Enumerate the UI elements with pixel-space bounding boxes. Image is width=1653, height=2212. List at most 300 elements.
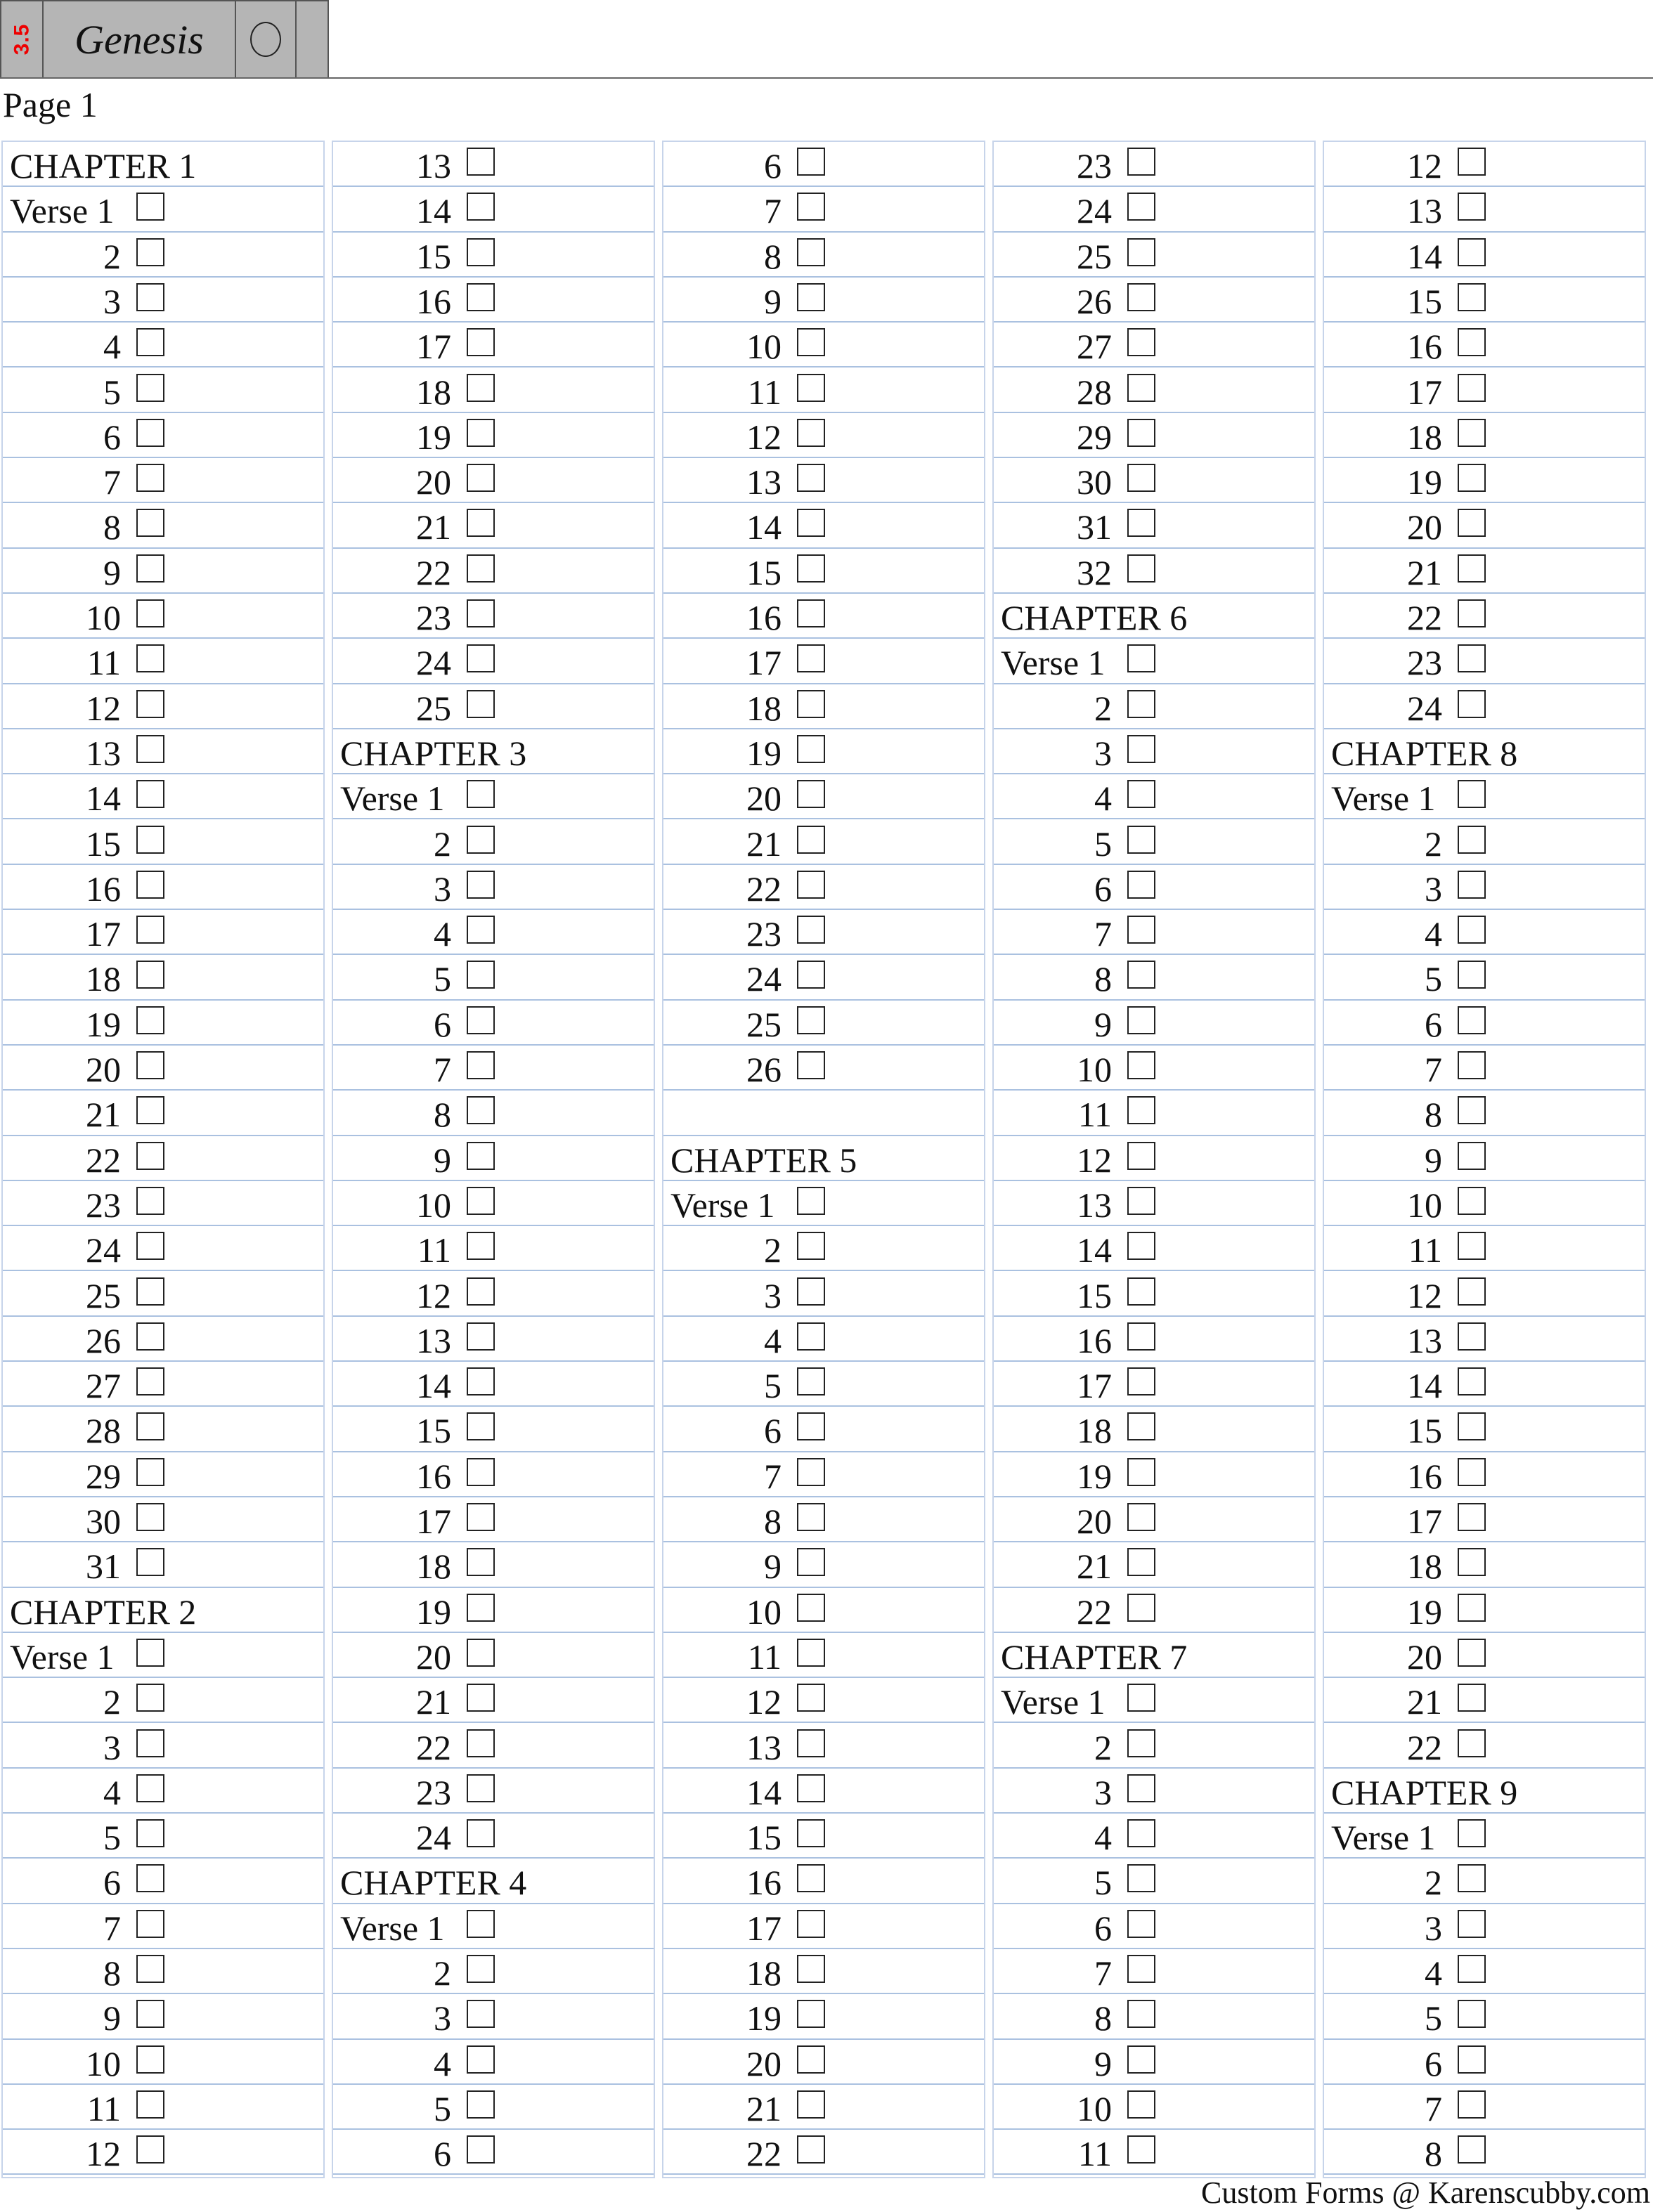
checkbox-icon[interactable] (1458, 1232, 1486, 1260)
checkbox-icon[interactable] (467, 1322, 495, 1351)
verse-number: 18 (416, 372, 451, 412)
verse-number: 15 (416, 236, 451, 276)
verse-number: 2 (103, 236, 121, 276)
checkbox-icon[interactable] (1458, 916, 1486, 944)
verse-row (3, 503, 323, 548)
checkbox-icon[interactable] (136, 2045, 164, 2074)
checkbox-icon[interactable] (136, 780, 164, 808)
checkbox-icon[interactable] (136, 690, 164, 718)
checkbox-icon[interactable] (797, 961, 825, 989)
circle-tab[interactable] (235, 0, 296, 79)
checkbox-icon[interactable] (1458, 780, 1486, 808)
checkbox-icon[interactable] (136, 1142, 164, 1170)
checkbox-icon[interactable] (467, 2000, 495, 2028)
verse-number: 29 (1077, 417, 1112, 457)
checkbox-icon[interactable] (467, 599, 495, 627)
checkbox-icon[interactable] (1127, 1503, 1155, 1531)
checkbox-icon[interactable] (1127, 826, 1155, 854)
checkbox-icon[interactable] (136, 1955, 164, 1983)
chapter-heading: CHAPTER 1 (10, 146, 197, 186)
checkbox-icon[interactable] (797, 1955, 825, 1983)
checkbox-icon[interactable] (136, 1277, 164, 1306)
verse-number: 26 (86, 1320, 121, 1360)
checkbox-icon[interactable] (797, 464, 825, 492)
checkbox-icon[interactable] (1127, 1412, 1155, 1440)
checkbox-icon[interactable] (797, 1910, 825, 1938)
checkbox-icon[interactable] (1458, 193, 1486, 221)
verse-number: 16 (1407, 327, 1442, 367)
checkbox-icon[interactable] (467, 871, 495, 899)
checkbox-icon[interactable] (1127, 961, 1155, 989)
checkbox-icon[interactable] (1127, 2045, 1155, 2074)
checkbox-icon[interactable] (467, 916, 495, 944)
checkbox-icon[interactable] (1127, 193, 1155, 221)
verse-number: 5 (1094, 824, 1112, 864)
checkbox-icon[interactable] (1127, 1096, 1155, 1124)
checkbox-icon[interactable] (1127, 328, 1155, 356)
verse-row (994, 323, 1314, 367)
verse-number: 2 (434, 1953, 451, 1993)
verse-row (1324, 1226, 1645, 1271)
checkbox-icon[interactable] (1127, 1051, 1155, 1079)
checkbox-icon[interactable] (467, 464, 495, 492)
checkbox-icon[interactable] (797, 509, 825, 537)
verse-number: 7 (103, 462, 121, 502)
verse-number: 20 (746, 2043, 782, 2083)
checkbox-icon[interactable] (797, 644, 825, 672)
checkbox-icon[interactable] (1458, 826, 1486, 854)
verse-number: 12 (86, 2134, 121, 2174)
checkbox-icon[interactable] (1458, 1910, 1486, 1938)
checkbox-icon[interactable] (1127, 871, 1155, 899)
checkbox-icon[interactable] (467, 644, 495, 672)
checkbox-icon[interactable] (467, 193, 495, 221)
checkbox-icon[interactable] (1458, 644, 1486, 672)
book-title-tab[interactable] (43, 0, 235, 79)
checkbox-icon[interactable] (797, 1594, 825, 1622)
checkbox-icon[interactable] (1458, 2135, 1486, 2164)
verse-number: 11 (86, 2088, 121, 2128)
checkbox-icon[interactable] (1127, 1322, 1155, 1351)
verse-number: 8 (434, 1095, 451, 1135)
checkbox-icon[interactable] (136, 419, 164, 447)
verse-number: 8 (1425, 2134, 1442, 2174)
verse-row (3, 1633, 323, 1678)
checkbox-icon[interactable] (136, 1729, 164, 1757)
checkbox-icon[interactable] (1127, 509, 1155, 537)
checkbox-icon[interactable] (1127, 1232, 1155, 1260)
verse-number: 5 (434, 959, 451, 999)
checkbox-icon[interactable] (136, 1187, 164, 1215)
verse-number: 9 (103, 552, 121, 592)
checkbox-icon[interactable] (1458, 2045, 1486, 2074)
checkbox-icon[interactable] (797, 1503, 825, 1531)
verse-number: 11 (747, 1637, 782, 1677)
verse-row (3, 1994, 323, 2039)
checkbox-icon[interactable] (467, 1187, 495, 1215)
checkbox-icon[interactable] (797, 871, 825, 899)
checkbox-icon[interactable] (136, 1684, 164, 1712)
verse-row (333, 549, 654, 594)
checkbox-icon[interactable] (136, 1458, 164, 1486)
checkbox-icon[interactable] (467, 2135, 495, 2164)
verse-number: 3 (1094, 1772, 1112, 1812)
verse-row (1324, 639, 1645, 684)
verse-row (994, 820, 1314, 865)
checkbox-icon[interactable] (797, 1367, 825, 1395)
checkbox-icon[interactable] (136, 735, 164, 763)
checkbox-icon[interactable] (1458, 1322, 1486, 1351)
checkbox-icon[interactable] (797, 238, 825, 266)
verse-number: 9 (1094, 1004, 1112, 1044)
verse-row (663, 1769, 984, 1814)
verse-row (663, 2130, 984, 2175)
checkbox-icon[interactable] (797, 148, 825, 176)
checkbox-icon[interactable] (467, 1503, 495, 1531)
checkbox-icon[interactable] (136, 238, 164, 266)
checkbox-icon[interactable] (136, 374, 164, 402)
checkbox-icon[interactable] (1127, 1548, 1155, 1576)
checkbox-icon[interactable] (1127, 1458, 1155, 1486)
checkbox-icon[interactable] (467, 1955, 495, 1983)
verse-number: 8 (103, 1953, 121, 1993)
checkbox-icon[interactable] (136, 1367, 164, 1395)
checkbox-icon[interactable] (1127, 148, 1155, 176)
checkbox-icon[interactable] (467, 1594, 495, 1622)
checkbox-icon[interactable] (1127, 2135, 1155, 2164)
checkbox-icon[interactable] (136, 283, 164, 311)
checkbox-icon[interactable] (797, 283, 825, 311)
verse-number: 21 (416, 507, 451, 547)
checkbox-icon[interactable] (1127, 2000, 1155, 2028)
checkbox-icon[interactable] (797, 826, 825, 854)
checkbox-icon[interactable] (136, 1910, 164, 1938)
verse-number: 23 (1077, 146, 1112, 186)
checkbox-icon[interactable] (797, 2045, 825, 2074)
checkbox-icon[interactable] (1127, 1955, 1155, 1983)
checkbox-icon[interactable] (1458, 419, 1486, 447)
checkbox-icon[interactable] (797, 1864, 825, 1892)
checkbox-icon[interactable] (1458, 1051, 1486, 1079)
checkbox-icon[interactable] (1458, 1548, 1486, 1576)
checkbox-icon[interactable] (1458, 1503, 1486, 1531)
verse-number: 4 (1425, 914, 1442, 954)
checkbox-icon[interactable] (1458, 1594, 1486, 1622)
verse-row (3, 1091, 323, 1136)
checkbox-icon[interactable] (1127, 1277, 1155, 1306)
checkbox-icon[interactable] (467, 1910, 495, 1938)
checkbox-icon[interactable] (467, 1412, 495, 1440)
checkbox-icon[interactable] (1458, 1367, 1486, 1395)
checkbox-icon[interactable] (1127, 1006, 1155, 1034)
checkbox-icon[interactable] (136, 193, 164, 221)
checkbox-icon[interactable] (797, 1684, 825, 1712)
verse-row (333, 503, 654, 548)
checkbox-icon[interactable] (1127, 464, 1155, 492)
checkbox-icon[interactable] (136, 1548, 164, 1576)
checkbox-icon[interactable] (467, 1277, 495, 1306)
checkbox-icon[interactable] (1458, 1639, 1486, 1667)
checkbox-icon[interactable] (136, 1503, 164, 1531)
checkbox-icon[interactable] (467, 1006, 495, 1034)
checkbox-icon[interactable] (136, 2000, 164, 2028)
verse-row (333, 1949, 654, 1994)
verse-number: 3 (764, 1275, 782, 1315)
verse-number: 19 (416, 417, 451, 457)
checkbox-icon[interactable] (467, 2090, 495, 2119)
checkbox-icon[interactable] (1127, 644, 1155, 672)
checkbox-icon[interactable] (467, 554, 495, 583)
checkbox-icon[interactable] (1458, 509, 1486, 537)
checkbox-icon[interactable] (136, 554, 164, 583)
checkbox-icon[interactable] (1127, 419, 1155, 447)
checkbox-icon[interactable] (136, 961, 164, 989)
checkbox-icon[interactable] (797, 1458, 825, 1486)
verse-row (1324, 774, 1645, 819)
checkbox-icon[interactable] (1458, 1006, 1486, 1034)
checkbox-icon[interactable] (797, 1412, 825, 1440)
checkbox-icon[interactable] (467, 1819, 495, 1847)
checkbox-icon[interactable] (1127, 690, 1155, 718)
checkbox-icon[interactable] (1458, 328, 1486, 356)
checkbox-icon[interactable] (467, 283, 495, 311)
checkbox-icon[interactable] (797, 328, 825, 356)
checkbox-icon[interactable] (136, 1322, 164, 1351)
checkbox-icon[interactable] (1127, 1910, 1155, 1938)
checkbox-icon[interactable] (1127, 1774, 1155, 1802)
checkbox-icon[interactable] (1127, 238, 1155, 266)
checkbox-icon[interactable] (1127, 916, 1155, 944)
checkbox-icon[interactable] (1127, 780, 1155, 808)
checkbox-icon[interactable] (797, 916, 825, 944)
checkbox-icon[interactable] (136, 1819, 164, 1847)
checkbox-icon[interactable] (1458, 1864, 1486, 1892)
checkbox-icon[interactable] (467, 1367, 495, 1395)
verse-row (1324, 458, 1645, 503)
checkbox-icon[interactable] (136, 826, 164, 854)
checkbox-icon[interactable] (1127, 1367, 1155, 1395)
verse-number: 21 (1077, 1547, 1112, 1587)
checkbox-icon[interactable] (1458, 1412, 1486, 1440)
checkbox-icon[interactable] (467, 238, 495, 266)
checkbox-icon[interactable] (136, 1774, 164, 1802)
checkbox-icon[interactable] (1458, 1458, 1486, 1486)
page-label: Page 1 (3, 85, 98, 124)
checkbox-icon[interactable] (136, 599, 164, 627)
checkbox-icon[interactable] (1127, 1684, 1155, 1712)
verse-number: 11 (1077, 1095, 1112, 1135)
checkbox-icon[interactable] (797, 690, 825, 718)
checkbox-icon[interactable] (797, 735, 825, 763)
checkbox-icon[interactable] (797, 1277, 825, 1306)
verse-number: 15 (1407, 281, 1442, 321)
verse-row (333, 1136, 654, 1181)
checkbox-icon[interactable] (467, 2045, 495, 2074)
verse-row (1324, 1497, 1645, 1542)
verse-number: 11 (1408, 1230, 1442, 1270)
checkbox-icon[interactable] (1127, 1594, 1155, 1622)
verse-number: 5 (434, 2088, 451, 2128)
checkbox-icon[interactable] (797, 1639, 825, 1667)
checkbox-icon[interactable] (1458, 599, 1486, 627)
checkbox-icon[interactable] (467, 780, 495, 808)
checkbox-icon[interactable] (136, 1639, 164, 1667)
checkbox-icon[interactable] (1458, 1096, 1486, 1124)
checkbox-icon[interactable] (1127, 1187, 1155, 1215)
verse-row (994, 1904, 1314, 1949)
checkbox-icon[interactable] (1127, 554, 1155, 583)
checkbox-icon[interactable] (467, 961, 495, 989)
verse-column-2 (332, 141, 655, 2178)
verse-row (333, 1994, 654, 2039)
checkbox-icon[interactable] (467, 1096, 495, 1124)
checkbox-icon[interactable] (136, 1412, 164, 1440)
checkbox-icon[interactable] (1458, 1684, 1486, 1712)
chapter-heading-row (1324, 729, 1645, 774)
checkbox-icon[interactable] (1458, 2000, 1486, 2028)
checkbox-icon[interactable] (1458, 961, 1486, 989)
checkbox-icon[interactable] (136, 1096, 164, 1124)
verse-number: 10 (86, 2043, 121, 2083)
checkbox-icon[interactable] (797, 1548, 825, 1576)
verse-row (663, 1678, 984, 1723)
checkbox-icon[interactable] (467, 1774, 495, 1802)
checkbox-icon[interactable] (1127, 1819, 1155, 1847)
checkbox-icon[interactable] (467, 1458, 495, 1486)
checkbox-icon[interactable] (797, 1051, 825, 1079)
checkbox-icon[interactable] (136, 916, 164, 944)
checkbox-icon[interactable] (1458, 464, 1486, 492)
checkbox-icon[interactable] (467, 1142, 495, 1170)
checkbox-icon[interactable] (797, 1819, 825, 1847)
verse-number: 24 (746, 959, 782, 999)
verse-row (1324, 820, 1645, 865)
checkbox-icon[interactable] (1458, 871, 1486, 899)
verse-row (333, 955, 654, 1000)
checkbox-icon[interactable] (1458, 1955, 1486, 1983)
checkbox-icon[interactable] (1127, 1864, 1155, 1892)
version-tab (0, 0, 43, 79)
verse-number: 18 (86, 959, 121, 999)
chapter-heading-row (663, 1136, 984, 1181)
checkbox-icon[interactable] (797, 193, 825, 221)
checkbox-icon[interactable] (797, 1729, 825, 1757)
checkbox-icon[interactable] (797, 1322, 825, 1351)
checkbox-icon[interactable] (1127, 374, 1155, 402)
verse-row (333, 1091, 654, 1136)
chapter-heading-row (333, 729, 654, 774)
checkbox-icon[interactable] (136, 1232, 164, 1260)
checkbox-icon[interactable] (1127, 283, 1155, 311)
verse-number: 22 (416, 552, 451, 592)
checkbox-icon[interactable] (467, 690, 495, 718)
checkbox-icon[interactable] (136, 509, 164, 537)
checkbox-icon[interactable] (797, 780, 825, 808)
checkbox-icon[interactable] (1458, 238, 1486, 266)
checkbox-icon[interactable] (1458, 1729, 1486, 1757)
verse-number: Verse 1 (340, 1908, 445, 1948)
verse-number: 7 (103, 1908, 121, 1948)
checkbox-icon[interactable] (467, 419, 495, 447)
checkbox-icon[interactable] (1458, 1187, 1486, 1215)
checkbox-icon[interactable] (797, 1232, 825, 1260)
verse-row (333, 1046, 654, 1091)
verse-number: 11 (1077, 2134, 1112, 2174)
checkbox-icon[interactable] (1458, 1819, 1486, 1847)
checkbox-icon[interactable] (1458, 1277, 1486, 1306)
checkbox-icon[interactable] (797, 419, 825, 447)
checkbox-icon[interactable] (1127, 735, 1155, 763)
checkbox-icon[interactable] (467, 374, 495, 402)
checkbox-icon[interactable] (1127, 1729, 1155, 1757)
checkbox-icon[interactable] (1458, 690, 1486, 718)
checkbox-icon[interactable] (1458, 1142, 1486, 1170)
verse-row (663, 820, 984, 865)
checkbox-icon[interactable] (136, 1864, 164, 1892)
checkbox-icon[interactable] (1458, 2090, 1486, 2119)
checkbox-icon[interactable] (467, 1729, 495, 1757)
verse-row (663, 142, 984, 187)
checkbox-icon[interactable] (467, 1232, 495, 1260)
checkbox-icon[interactable] (1127, 2090, 1155, 2119)
checkbox-icon[interactable] (1458, 374, 1486, 402)
checkbox-icon[interactable] (797, 1774, 825, 1802)
checkbox-icon[interactable] (797, 1006, 825, 1034)
checkbox-icon[interactable] (136, 464, 164, 492)
verse-number: 18 (1407, 417, 1442, 457)
checkbox-icon[interactable] (797, 1187, 825, 1215)
verse-number: 31 (86, 1547, 121, 1587)
checkbox-icon[interactable] (797, 2000, 825, 2028)
verse-number: 7 (764, 1456, 782, 1496)
verse-number: 15 (746, 1818, 782, 1858)
verse-number: 10 (1077, 2088, 1112, 2128)
checkbox-icon[interactable] (797, 599, 825, 627)
chapter-heading-row (3, 142, 323, 187)
checkbox-icon[interactable] (797, 2135, 825, 2164)
verse-row (3, 594, 323, 639)
checkbox-icon[interactable] (1458, 283, 1486, 311)
checkbox-icon[interactable] (136, 871, 164, 899)
checkbox-icon[interactable] (797, 2090, 825, 2119)
checkbox-icon[interactable] (1458, 148, 1486, 176)
checkbox-icon[interactable] (136, 644, 164, 672)
verse-row (994, 368, 1314, 413)
checkbox-icon[interactable] (136, 2090, 164, 2119)
checkbox-icon[interactable] (136, 2135, 164, 2164)
checkbox-icon[interactable] (467, 1051, 495, 1079)
checkbox-icon[interactable] (797, 374, 825, 402)
checkbox-icon[interactable] (467, 1684, 495, 1712)
verse-number: 24 (416, 1818, 451, 1858)
checkbox-icon[interactable] (467, 509, 495, 537)
checkbox-icon[interactable] (1127, 1142, 1155, 1170)
checkbox-icon[interactable] (797, 554, 825, 583)
checkbox-icon[interactable] (467, 148, 495, 176)
checkbox-icon[interactable] (1458, 554, 1486, 583)
checkbox-icon[interactable] (136, 1006, 164, 1034)
checkbox-icon[interactable] (467, 826, 495, 854)
checkbox-icon[interactable] (467, 328, 495, 356)
checkbox-icon[interactable] (136, 1051, 164, 1079)
verse-number: 15 (416, 1411, 451, 1451)
verse-row (994, 1407, 1314, 1452)
checkbox-icon[interactable] (467, 1548, 495, 1576)
checkbox-icon[interactable] (136, 328, 164, 356)
verse-row (333, 1588, 654, 1633)
checkbox-icon[interactable] (467, 1639, 495, 1667)
version-badge: 3.5 (10, 23, 33, 56)
